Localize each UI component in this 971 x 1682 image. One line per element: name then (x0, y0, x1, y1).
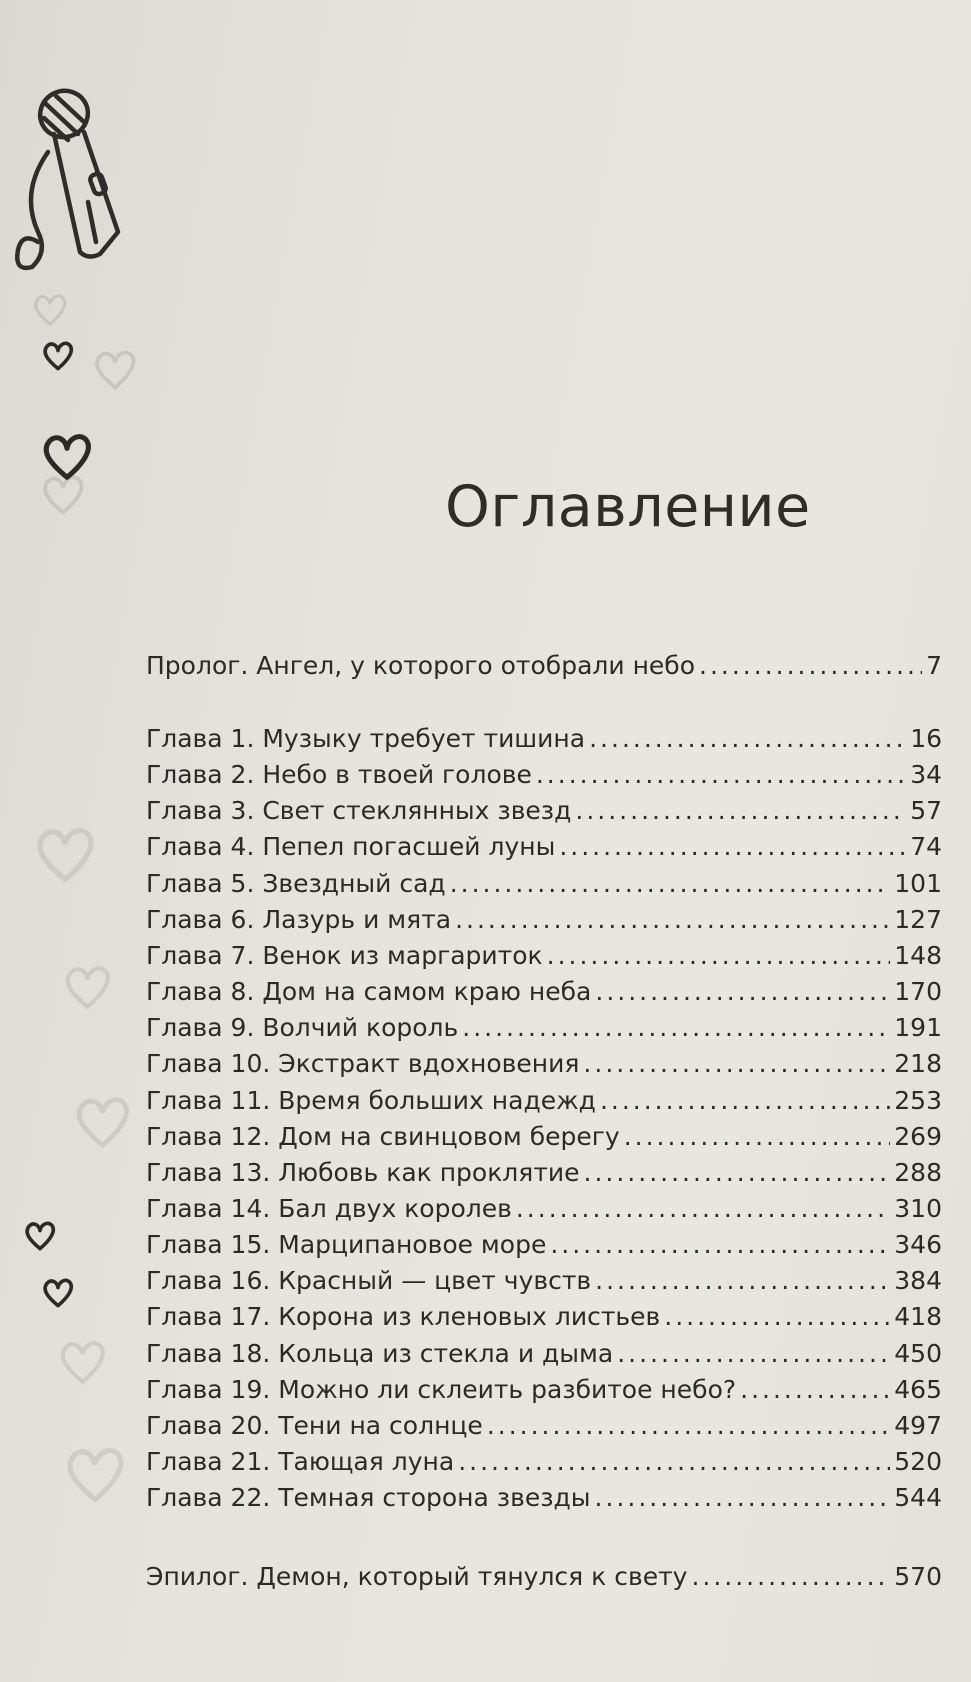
toc-entry-page: 253 (894, 1085, 942, 1115)
toc-leader-dots (462, 1011, 890, 1045)
toc-entry-label: Глава 1. Музыку требует тишина (146, 724, 586, 753)
toc-leader-dots (559, 830, 906, 864)
toc-entry-label: Глава 16. Красный — цвет чувств (146, 1266, 592, 1296)
toc-entry-page: 497 (894, 1410, 942, 1440)
toc-entry-page: 218 (894, 1049, 942, 1079)
toc-entry-label: Глава 6. Лазурь и мята (146, 904, 452, 934)
toc-entry-page: 57 (910, 796, 942, 826)
toc-leader-dots (450, 867, 891, 901)
toc-chapter-entry (146, 939, 942, 973)
toc-chapter-entry (146, 1264, 942, 1298)
heart-icon (22, 1218, 58, 1254)
toc-entry-page: 16 (910, 724, 942, 753)
toc-chapter-entry (146, 903, 942, 937)
toc-entry-label: Глава 21. Тающая луна (146, 1447, 455, 1476)
heart-icon (70, 1090, 135, 1155)
heart-icon (40, 1275, 76, 1311)
toc-entry-page: 74 (910, 832, 942, 862)
toc-leader-dots (458, 1445, 890, 1479)
toc-leader-dots (536, 758, 906, 792)
toc-entry-page: 384 (894, 1266, 942, 1296)
toc-leader-dots (595, 1264, 890, 1298)
toc-entry-page: 170 (894, 977, 942, 1007)
toc-chapter-entry (146, 1373, 942, 1407)
toc-leader-dots (600, 1084, 890, 1118)
toc-entry-label: Глава 7. Венок из маргариток (146, 940, 543, 970)
toc-entry-page: 148 (894, 940, 942, 970)
toc-entry-label: Глава 10. Экстракт вдохновения (146, 1049, 580, 1079)
toc-leader-dots (487, 1409, 890, 1443)
toc-entry-page: 288 (894, 1157, 942, 1187)
toc-chapter-entry (146, 1120, 942, 1154)
toc-entry-page: 544 (894, 1483, 942, 1513)
microphone-icon (8, 82, 128, 272)
heart-icon (30, 290, 70, 330)
toc-entry-label: Глава 19. Можно ли склеить разбитое небо? (146, 1374, 737, 1404)
toc-entry-page: 570 (894, 1562, 942, 1591)
toc-leader-dots (595, 1481, 891, 1515)
toc-entry-page: 101 (894, 868, 942, 898)
toc-leader-dots (516, 1192, 890, 1226)
toc-leader-dots (584, 1156, 891, 1190)
toc-entry-label: Глава 5. Звездный сад (146, 868, 446, 898)
toc-entry-page: 310 (894, 1193, 942, 1223)
toc-leader-dots (595, 975, 890, 1009)
toc-chapter-entry (146, 1300, 942, 1334)
toc-entry-label: Глава 22. Темная сторона звезды (146, 1483, 591, 1513)
toc-entry-label: Глава 3. Свет стеклянных звезд (146, 796, 572, 826)
toc-leader-dots (589, 722, 906, 756)
toc-prologue (146, 649, 942, 683)
heart-icon (90, 345, 140, 395)
toc-leader-dots (624, 1120, 891, 1154)
toc-leader-dots (575, 794, 906, 828)
toc-leader-dots (455, 903, 890, 937)
toc-leader-dots (664, 1300, 890, 1334)
toc-chapter-entry (146, 1084, 942, 1118)
toc-entry-label: Пролог. Ангел, у которого отобрали небо (146, 651, 696, 680)
toc-entry-page: 34 (910, 760, 942, 790)
toc-chapter-entry (146, 867, 942, 901)
toc-leader-dots (691, 1560, 890, 1594)
page-title: Оглавление (445, 474, 811, 540)
toc-entry-page: 450 (894, 1338, 942, 1368)
toc-chapter-entry (146, 758, 942, 792)
toc-entry-label: Глава 4. Пепел погасшей луны (146, 832, 556, 862)
show-through-text (150, 9, 939, 50)
toc-entry-page: 346 (894, 1230, 942, 1260)
toc-entry-label: Эпилог. Демон, который тянулся к свету (146, 1562, 688, 1591)
toc-chapter-entry (146, 1011, 942, 1045)
toc-entry-label: Глава 8. Дом на самом краю неба (146, 977, 592, 1007)
heart-icon (30, 820, 100, 890)
toc-leader-dots (583, 1047, 890, 1081)
toc-entry-label: Глава 15. Марципановое море (146, 1230, 547, 1260)
toc-entry-page: 418 (894, 1302, 942, 1332)
toc-entry-page: 465 (894, 1374, 942, 1404)
heart-icon (60, 1440, 130, 1510)
toc-chapter-entry (146, 830, 942, 864)
toc-entry-page: 7 (926, 651, 942, 680)
toc-chapter-entry (146, 722, 942, 756)
toc-chapter-entry (146, 1337, 942, 1371)
toc-entry-page: 520 (894, 1447, 942, 1476)
toc-entry-page: 127 (894, 904, 942, 934)
toc-chapter-entry (146, 1409, 942, 1443)
heart-icon (55, 1335, 110, 1390)
toc-chapter-entry (146, 794, 942, 828)
heart-icon (60, 960, 115, 1015)
toc-chapter-entry (146, 1228, 942, 1262)
heart-icon (38, 470, 88, 520)
toc-entry-page: 269 (894, 1121, 942, 1151)
toc-chapter-entry (146, 1445, 942, 1479)
toc-entry-label: Глава 18. Кольца из стекла и дыма (146, 1338, 614, 1368)
toc-entry-label: Глава 12. Дом на свинцовом берегу (146, 1121, 620, 1151)
toc-chapter-entry (146, 1156, 942, 1190)
toc-entry-label: Глава 11. Время больших надежд (146, 1085, 596, 1115)
toc-epilogue (146, 1560, 942, 1594)
toc-leader-dots (547, 939, 891, 973)
toc-chapter-entry (146, 975, 942, 1009)
toc-entry-label: Глава 14. Бал двух королев (146, 1193, 512, 1223)
toc-entry-label: Глава 13. Любовь как проклятие (146, 1157, 580, 1187)
toc-entry-label: Глава 17. Корона из кленовых листьев (146, 1302, 661, 1332)
toc-leader-dots (699, 649, 922, 683)
toc-entry-label: Глава 9. Волчий король (146, 1013, 459, 1043)
toc-chapter-entry (146, 1481, 942, 1515)
toc-leader-dots (740, 1373, 890, 1407)
toc-leader-dots (550, 1228, 890, 1262)
heart-icon (40, 338, 76, 374)
toc-chapter-entry (146, 1192, 942, 1226)
toc-chapter-entry (146, 1047, 942, 1081)
toc-leader-dots (617, 1337, 890, 1371)
toc-entry-page: 191 (894, 1013, 942, 1043)
toc-entry-label: Глава 2. Небо в твоей голове (146, 760, 532, 790)
toc-entry-label: Глава 20. Тени на солнце (146, 1410, 483, 1440)
